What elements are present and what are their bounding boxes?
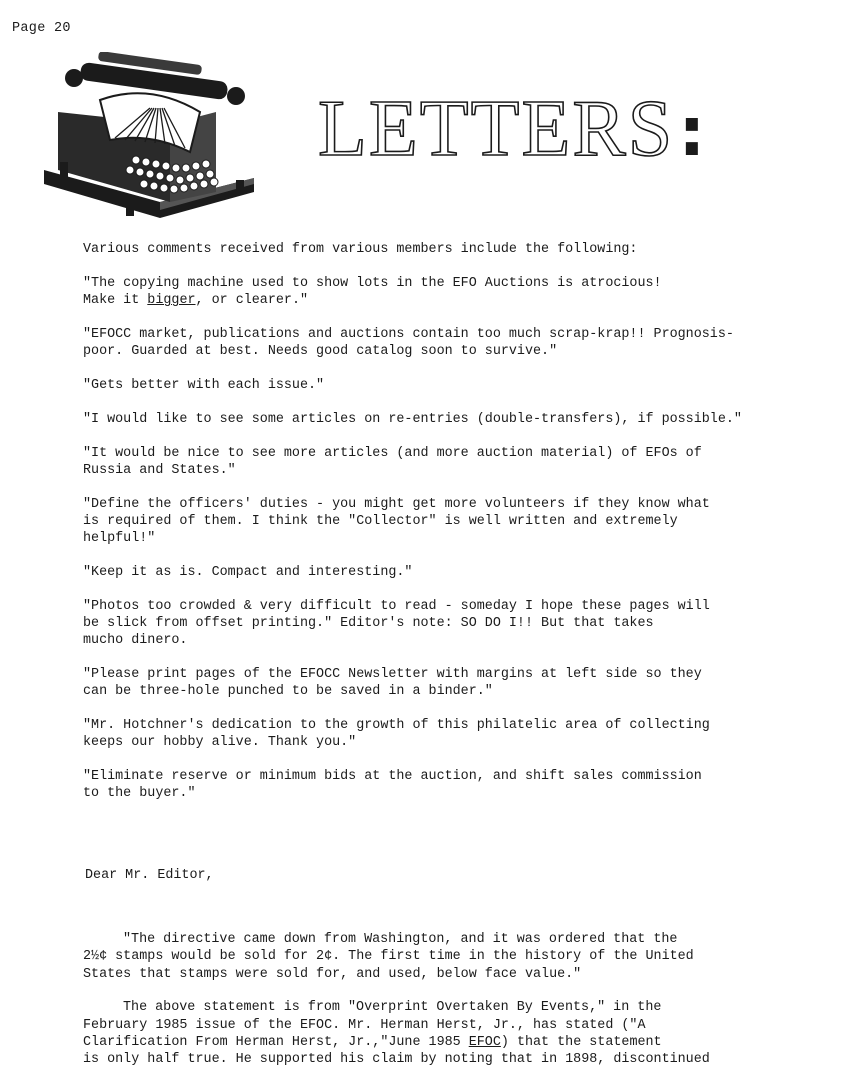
letter-paragraph-2-underlined: EFOC — [468, 1034, 501, 1050]
comment-5: "It would be nice to see more articles (and more auction material) of EFOs of Russia and States." — [83, 445, 702, 478]
letter-quote — [83, 931, 783, 983]
page-title — [318, 84, 707, 174]
letter-paragraph-2-a: The above statement is from "Overprint Overtaken By Events," in the February 1985 issue of the EFOC. Mr. Herman Herst, Jr., has stated ("A Clarification From Herman Herst, Jr.,"June 1985 — [83, 1000, 662, 1050]
comment-10: "Mr. Hotchner's dedication to the growth of this philatelic area of collecting keeps our hobby alive. Thank you." — [83, 718, 710, 751]
comment-4: "I would like to see some articles on re-entries (double-transfers), if possible." — [83, 412, 742, 427]
comment-8: "Photos too crowded & very difficult to read - someday I hope these pages will be slick from offset printing." Editor's note: SO DO I!! But that takes mucho dinero. — [83, 598, 710, 649]
title-text: LETTERS — [318, 85, 675, 173]
comment-1-before: "The copying machine used to show lots in the EFO Auctions is atrocious! Make it — [83, 276, 662, 309]
antique-typewriter-icon — [40, 52, 258, 222]
comment-3: "Gets better with each issue." — [83, 378, 325, 394]
comments-section — [83, 241, 783, 819]
comment-1-after: , or clearer." — [195, 293, 309, 309]
intro-text: Various comments received from various members include the following: — [83, 242, 638, 257]
comment-1 — [83, 275, 783, 309]
title-colon: : — [678, 93, 708, 172]
letter-paragraph-2-b: ) that the statement is only half true. He supported his claim by noting that in 1898, discontinued — [83, 1034, 710, 1068]
page-number: Page 20 — [12, 21, 71, 36]
comment-2: "EFOCC market, publications and auctions contain too much scrap-krap!! Prognosis- poor. Guarded at best. Needs good catalog soon to survive." — [83, 327, 734, 360]
comment-1-underlined: bigger — [147, 293, 196, 309]
letter-section — [83, 867, 783, 1085]
comment-7: "Keep it as is. Compact and interesting." — [83, 565, 413, 580]
letter-salutation: Dear Mr. Editor, — [85, 868, 214, 883]
comment-11: "Eliminate reserve or minimum bids at the auction, and shift sales commission to the buyer." — [83, 769, 702, 802]
comment-6: "Define the officers' duties - you might get more volunteers if they know what is required of them. I think the "Collector" is well written and extremely helpful!" — [83, 496, 710, 547]
letter-paragraph-2 — [83, 999, 783, 1068]
letter-quote-text: "The directive came down from Washington, and it was ordered that the 2½¢ stamps would be sold for 2¢. The first time in the history of the United States that stamps were sold for, and used, below face value." — [83, 932, 694, 982]
comment-9: "Please print pages of the EFOCC Newsletter with margins at left side so they can be three-hole punched to be saved in a binder." — [83, 667, 702, 700]
